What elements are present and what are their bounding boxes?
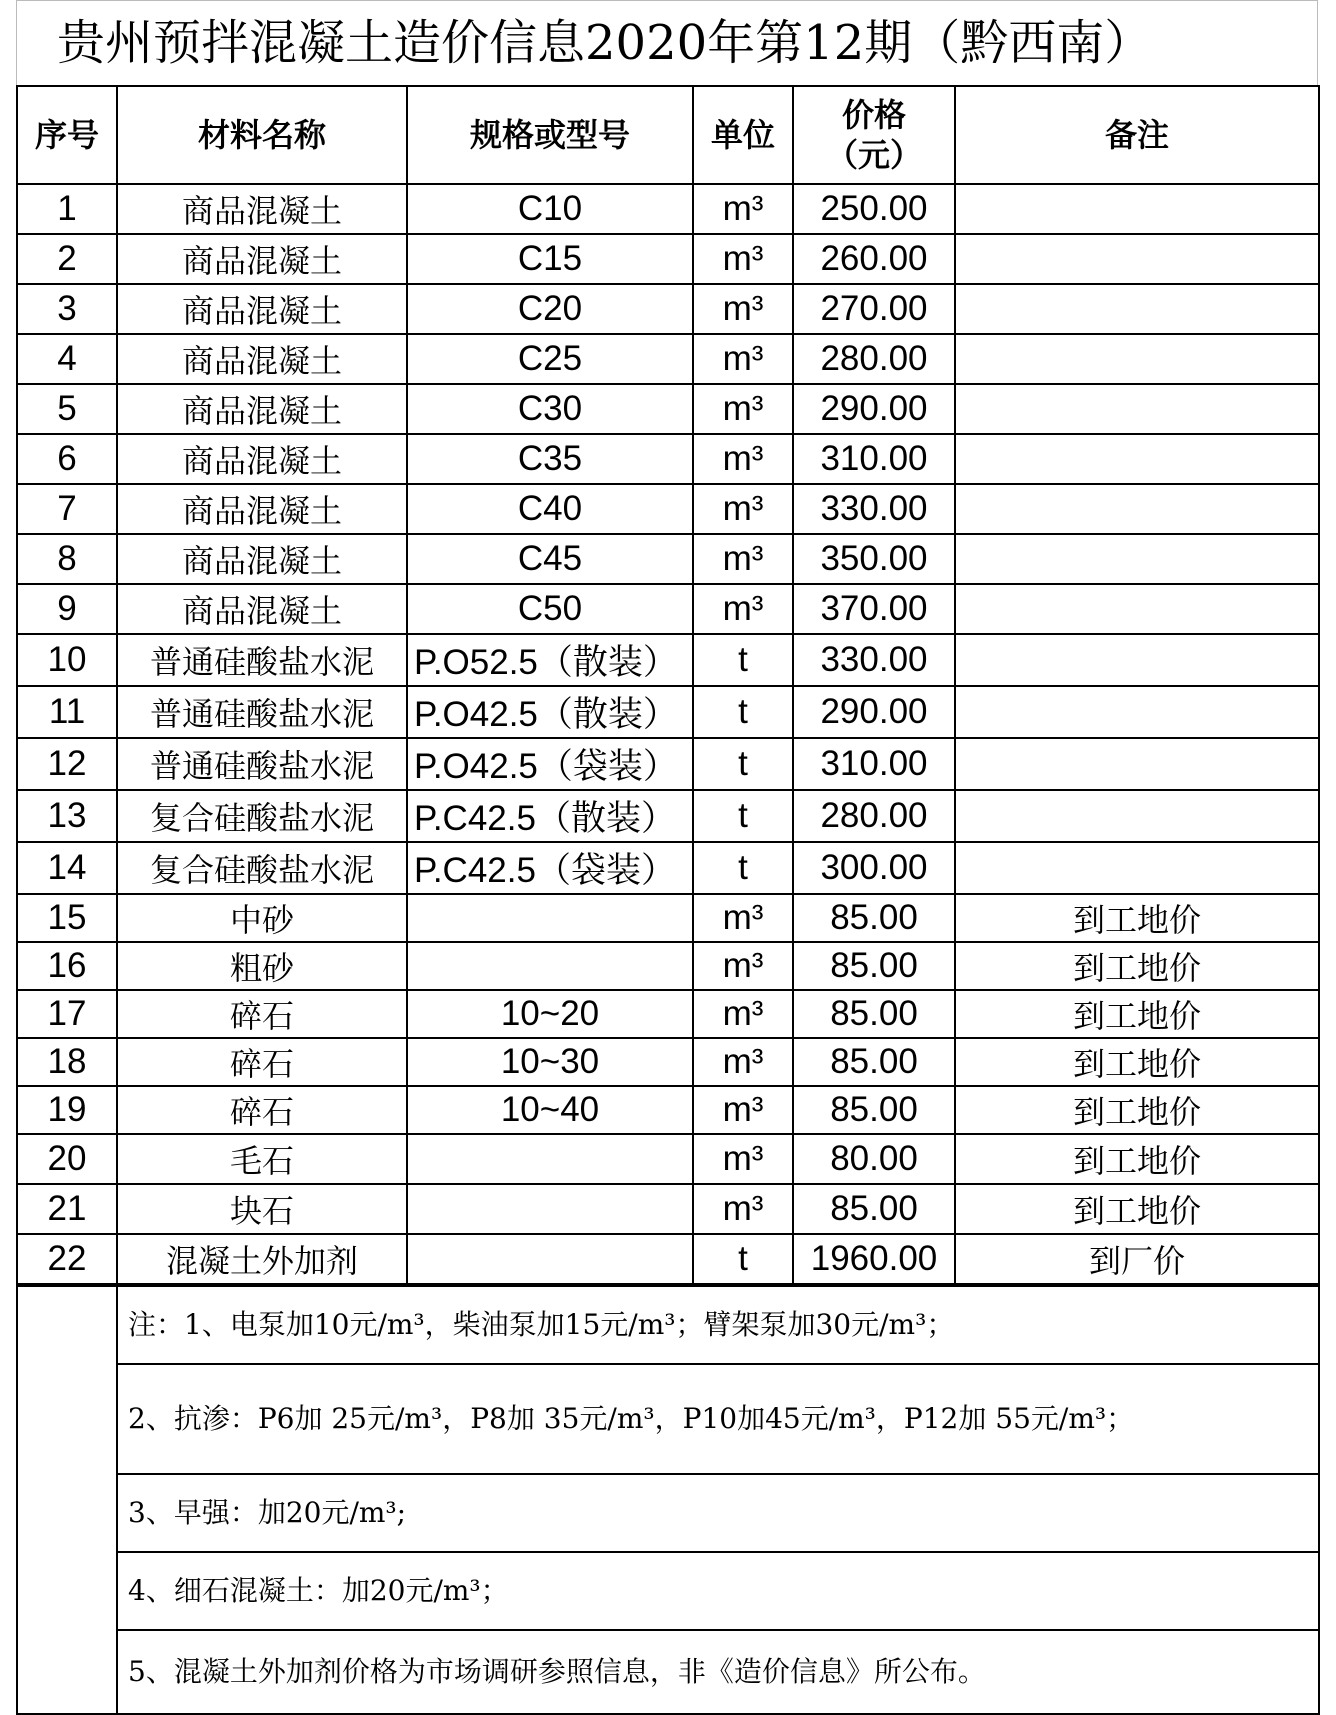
row-spec: C35	[407, 434, 693, 484]
row-remark: 到工地价	[955, 1038, 1319, 1086]
row-unit: m³	[693, 990, 793, 1038]
row-no: 3	[17, 284, 117, 334]
row-remark: 到工地价	[955, 894, 1319, 942]
row-no: 2	[17, 234, 117, 284]
row-price: 1960.00	[793, 1234, 955, 1284]
row-no: 15	[17, 894, 117, 942]
row-no: 21	[17, 1184, 117, 1234]
row-spec	[407, 894, 693, 942]
row-price: 310.00	[793, 434, 955, 484]
row-unit: m³	[693, 184, 793, 234]
row-spec: C40	[407, 484, 693, 534]
table-row	[17, 534, 1319, 584]
table-row	[17, 434, 1319, 484]
row-spec: P.O42.5（袋装）	[407, 738, 693, 790]
header-spec: 规格或型号	[407, 86, 693, 184]
row-no: 11	[17, 686, 117, 738]
row-no: 14	[17, 842, 117, 894]
row-no: 4	[17, 334, 117, 384]
row-name: 毛石	[117, 1134, 407, 1184]
table-row	[17, 790, 1319, 842]
header-price-unit: （元）	[825, 136, 922, 174]
row-price: 250.00	[793, 184, 955, 234]
row-no: 12	[17, 738, 117, 790]
row-price: 300.00	[793, 842, 955, 894]
table-row	[17, 842, 1319, 894]
row-name: 粗砂	[117, 942, 407, 990]
row-unit: t	[693, 738, 793, 790]
table-row	[17, 284, 1319, 334]
table-row	[17, 990, 1319, 1038]
row-unit: t	[693, 1234, 793, 1284]
row-spec: C15	[407, 234, 693, 284]
row-unit: m³	[693, 434, 793, 484]
header-name: 材料名称	[117, 86, 407, 184]
header-price-label: 价格	[841, 96, 906, 134]
row-price: 85.00	[793, 894, 955, 942]
row-price: 370.00	[793, 584, 955, 634]
row-price: 330.00	[793, 484, 955, 534]
table-row	[17, 384, 1319, 434]
table-row	[17, 1134, 1319, 1184]
row-remark	[955, 738, 1319, 790]
note-2: 2、抗渗：P6加 25元/m³，P8加 35元/m³，P10加45元/m³，P12加 55元/m³；	[117, 1364, 1319, 1474]
row-price: 85.00	[793, 990, 955, 1038]
row-spec	[407, 1234, 693, 1284]
notes-table	[16, 1285, 1320, 1715]
row-name: 复合硅酸盐水泥	[117, 790, 407, 842]
row-name: 商品混凝土	[117, 484, 407, 534]
row-remark	[955, 434, 1319, 484]
row-name: 中砂	[117, 894, 407, 942]
table-row	[17, 584, 1319, 634]
row-no: 10	[17, 634, 117, 686]
row-remark	[955, 842, 1319, 894]
row-remark: 到厂价	[955, 1234, 1319, 1284]
row-remark	[955, 334, 1319, 384]
row-no: 19	[17, 1086, 117, 1134]
row-spec: 10~40	[407, 1086, 693, 1134]
row-no: 7	[17, 484, 117, 534]
row-remark: 到工地价	[955, 990, 1319, 1038]
row-spec: P.O52.5（散装）	[407, 634, 693, 686]
row-name: 商品混凝土	[117, 384, 407, 434]
row-no: 5	[17, 384, 117, 434]
page-title: 贵州预拌混凝土造价信息2020年第12期（黔西南）	[16, 0, 1318, 85]
row-price: 85.00	[793, 1184, 955, 1234]
row-remark	[955, 634, 1319, 686]
row-remark	[955, 184, 1319, 234]
row-no: 22	[17, 1234, 117, 1284]
row-name: 普通硅酸盐水泥	[117, 686, 407, 738]
row-price: 80.00	[793, 1134, 955, 1184]
row-price: 310.00	[793, 738, 955, 790]
row-unit: t	[693, 842, 793, 894]
row-price: 85.00	[793, 942, 955, 990]
row-price: 280.00	[793, 334, 955, 384]
row-remark: 到工地价	[955, 1086, 1319, 1134]
row-name: 块石	[117, 1184, 407, 1234]
row-spec: P.C42.5（散装）	[407, 790, 693, 842]
row-name: 商品混凝土	[117, 334, 407, 384]
row-no: 6	[17, 434, 117, 484]
row-no: 8	[17, 534, 117, 584]
row-unit: m³	[693, 584, 793, 634]
table-row	[17, 484, 1319, 534]
table-row	[17, 334, 1319, 384]
row-name: 商品混凝土	[117, 584, 407, 634]
price-table	[16, 85, 1320, 1285]
row-price: 270.00	[793, 284, 955, 334]
row-name: 商品混凝土	[117, 534, 407, 584]
row-spec: 10~20	[407, 990, 693, 1038]
row-name: 普通硅酸盐水泥	[117, 634, 407, 686]
row-spec	[407, 1184, 693, 1234]
table-row	[17, 894, 1319, 942]
row-name: 商品混凝土	[117, 284, 407, 334]
header-unit: 单位	[693, 86, 793, 184]
row-unit: m³	[693, 384, 793, 434]
row-name: 碎石	[117, 990, 407, 1038]
header-price	[793, 86, 955, 184]
row-unit: m³	[693, 1086, 793, 1134]
row-unit: m³	[693, 534, 793, 584]
header-row	[17, 86, 1319, 184]
header-remark: 备注	[955, 86, 1319, 184]
row-no: 16	[17, 942, 117, 990]
row-remark	[955, 686, 1319, 738]
notes-blank-cell	[17, 1286, 117, 1714]
row-spec: C20	[407, 284, 693, 334]
row-remark	[955, 234, 1319, 284]
row-spec: C45	[407, 534, 693, 584]
row-unit: m³	[693, 894, 793, 942]
table-row	[17, 1184, 1319, 1234]
row-spec: C10	[407, 184, 693, 234]
table-row	[17, 634, 1319, 686]
row-no: 13	[17, 790, 117, 842]
table-row	[17, 184, 1319, 234]
price-sheet	[16, 0, 1318, 1715]
row-no: 18	[17, 1038, 117, 1086]
row-no: 17	[17, 990, 117, 1038]
row-remark	[955, 284, 1319, 334]
table-row	[17, 1234, 1319, 1284]
row-spec: P.C42.5（袋装）	[407, 842, 693, 894]
note-4: 4、细石混凝土：加20元/m³；	[117, 1552, 1319, 1630]
row-name: 混凝土外加剂	[117, 1234, 407, 1284]
row-spec: P.O42.5（散装）	[407, 686, 693, 738]
row-unit: m³	[693, 942, 793, 990]
row-unit: m³	[693, 234, 793, 284]
row-price: 290.00	[793, 384, 955, 434]
table-row	[17, 1038, 1319, 1086]
row-price: 290.00	[793, 686, 955, 738]
row-unit: m³	[693, 284, 793, 334]
row-name: 普通硅酸盐水泥	[117, 738, 407, 790]
row-price: 260.00	[793, 234, 955, 284]
row-remark	[955, 384, 1319, 434]
row-price: 280.00	[793, 790, 955, 842]
row-name: 碎石	[117, 1038, 407, 1086]
row-remark	[955, 584, 1319, 634]
note-5: 5、混凝土外加剂价格为市场调研参照信息，非《造价信息》所公布。	[117, 1630, 1319, 1714]
row-remark: 到工地价	[955, 1134, 1319, 1184]
row-unit: t	[693, 686, 793, 738]
row-spec	[407, 942, 693, 990]
row-name: 商品混凝土	[117, 434, 407, 484]
table-row	[17, 1086, 1319, 1134]
row-unit: t	[693, 790, 793, 842]
row-unit: t	[693, 634, 793, 686]
row-unit: m³	[693, 334, 793, 384]
row-no: 9	[17, 584, 117, 634]
row-price: 85.00	[793, 1038, 955, 1086]
row-price: 330.00	[793, 634, 955, 686]
row-remark	[955, 790, 1319, 842]
row-spec: C50	[407, 584, 693, 634]
table-row	[17, 686, 1319, 738]
row-price: 350.00	[793, 534, 955, 584]
note-1: 注：1、电泵加10元/m³，柴油泵加15元/m³；臂架泵加30元/m³；	[117, 1286, 1319, 1364]
row-remark: 到工地价	[955, 1184, 1319, 1234]
row-name: 商品混凝土	[117, 184, 407, 234]
row-name: 商品混凝土	[117, 234, 407, 284]
row-remark: 到工地价	[955, 942, 1319, 990]
row-no: 20	[17, 1134, 117, 1184]
table-row	[17, 738, 1319, 790]
row-remark	[955, 484, 1319, 534]
row-spec	[407, 1134, 693, 1184]
row-spec: C30	[407, 384, 693, 434]
row-unit: m³	[693, 484, 793, 534]
row-unit: m³	[693, 1134, 793, 1184]
row-price: 85.00	[793, 1086, 955, 1134]
row-no: 1	[17, 184, 117, 234]
row-spec: C25	[407, 334, 693, 384]
row-unit: m³	[693, 1038, 793, 1086]
row-remark	[955, 534, 1319, 584]
row-unit: m³	[693, 1184, 793, 1234]
table-row	[17, 942, 1319, 990]
row-spec: 10~30	[407, 1038, 693, 1086]
note-3: 3、早强：加20元/m³;	[117, 1474, 1319, 1552]
header-no: 序号	[17, 86, 117, 184]
row-name: 碎石	[117, 1086, 407, 1134]
row-name: 复合硅酸盐水泥	[117, 842, 407, 894]
table-row	[17, 234, 1319, 284]
